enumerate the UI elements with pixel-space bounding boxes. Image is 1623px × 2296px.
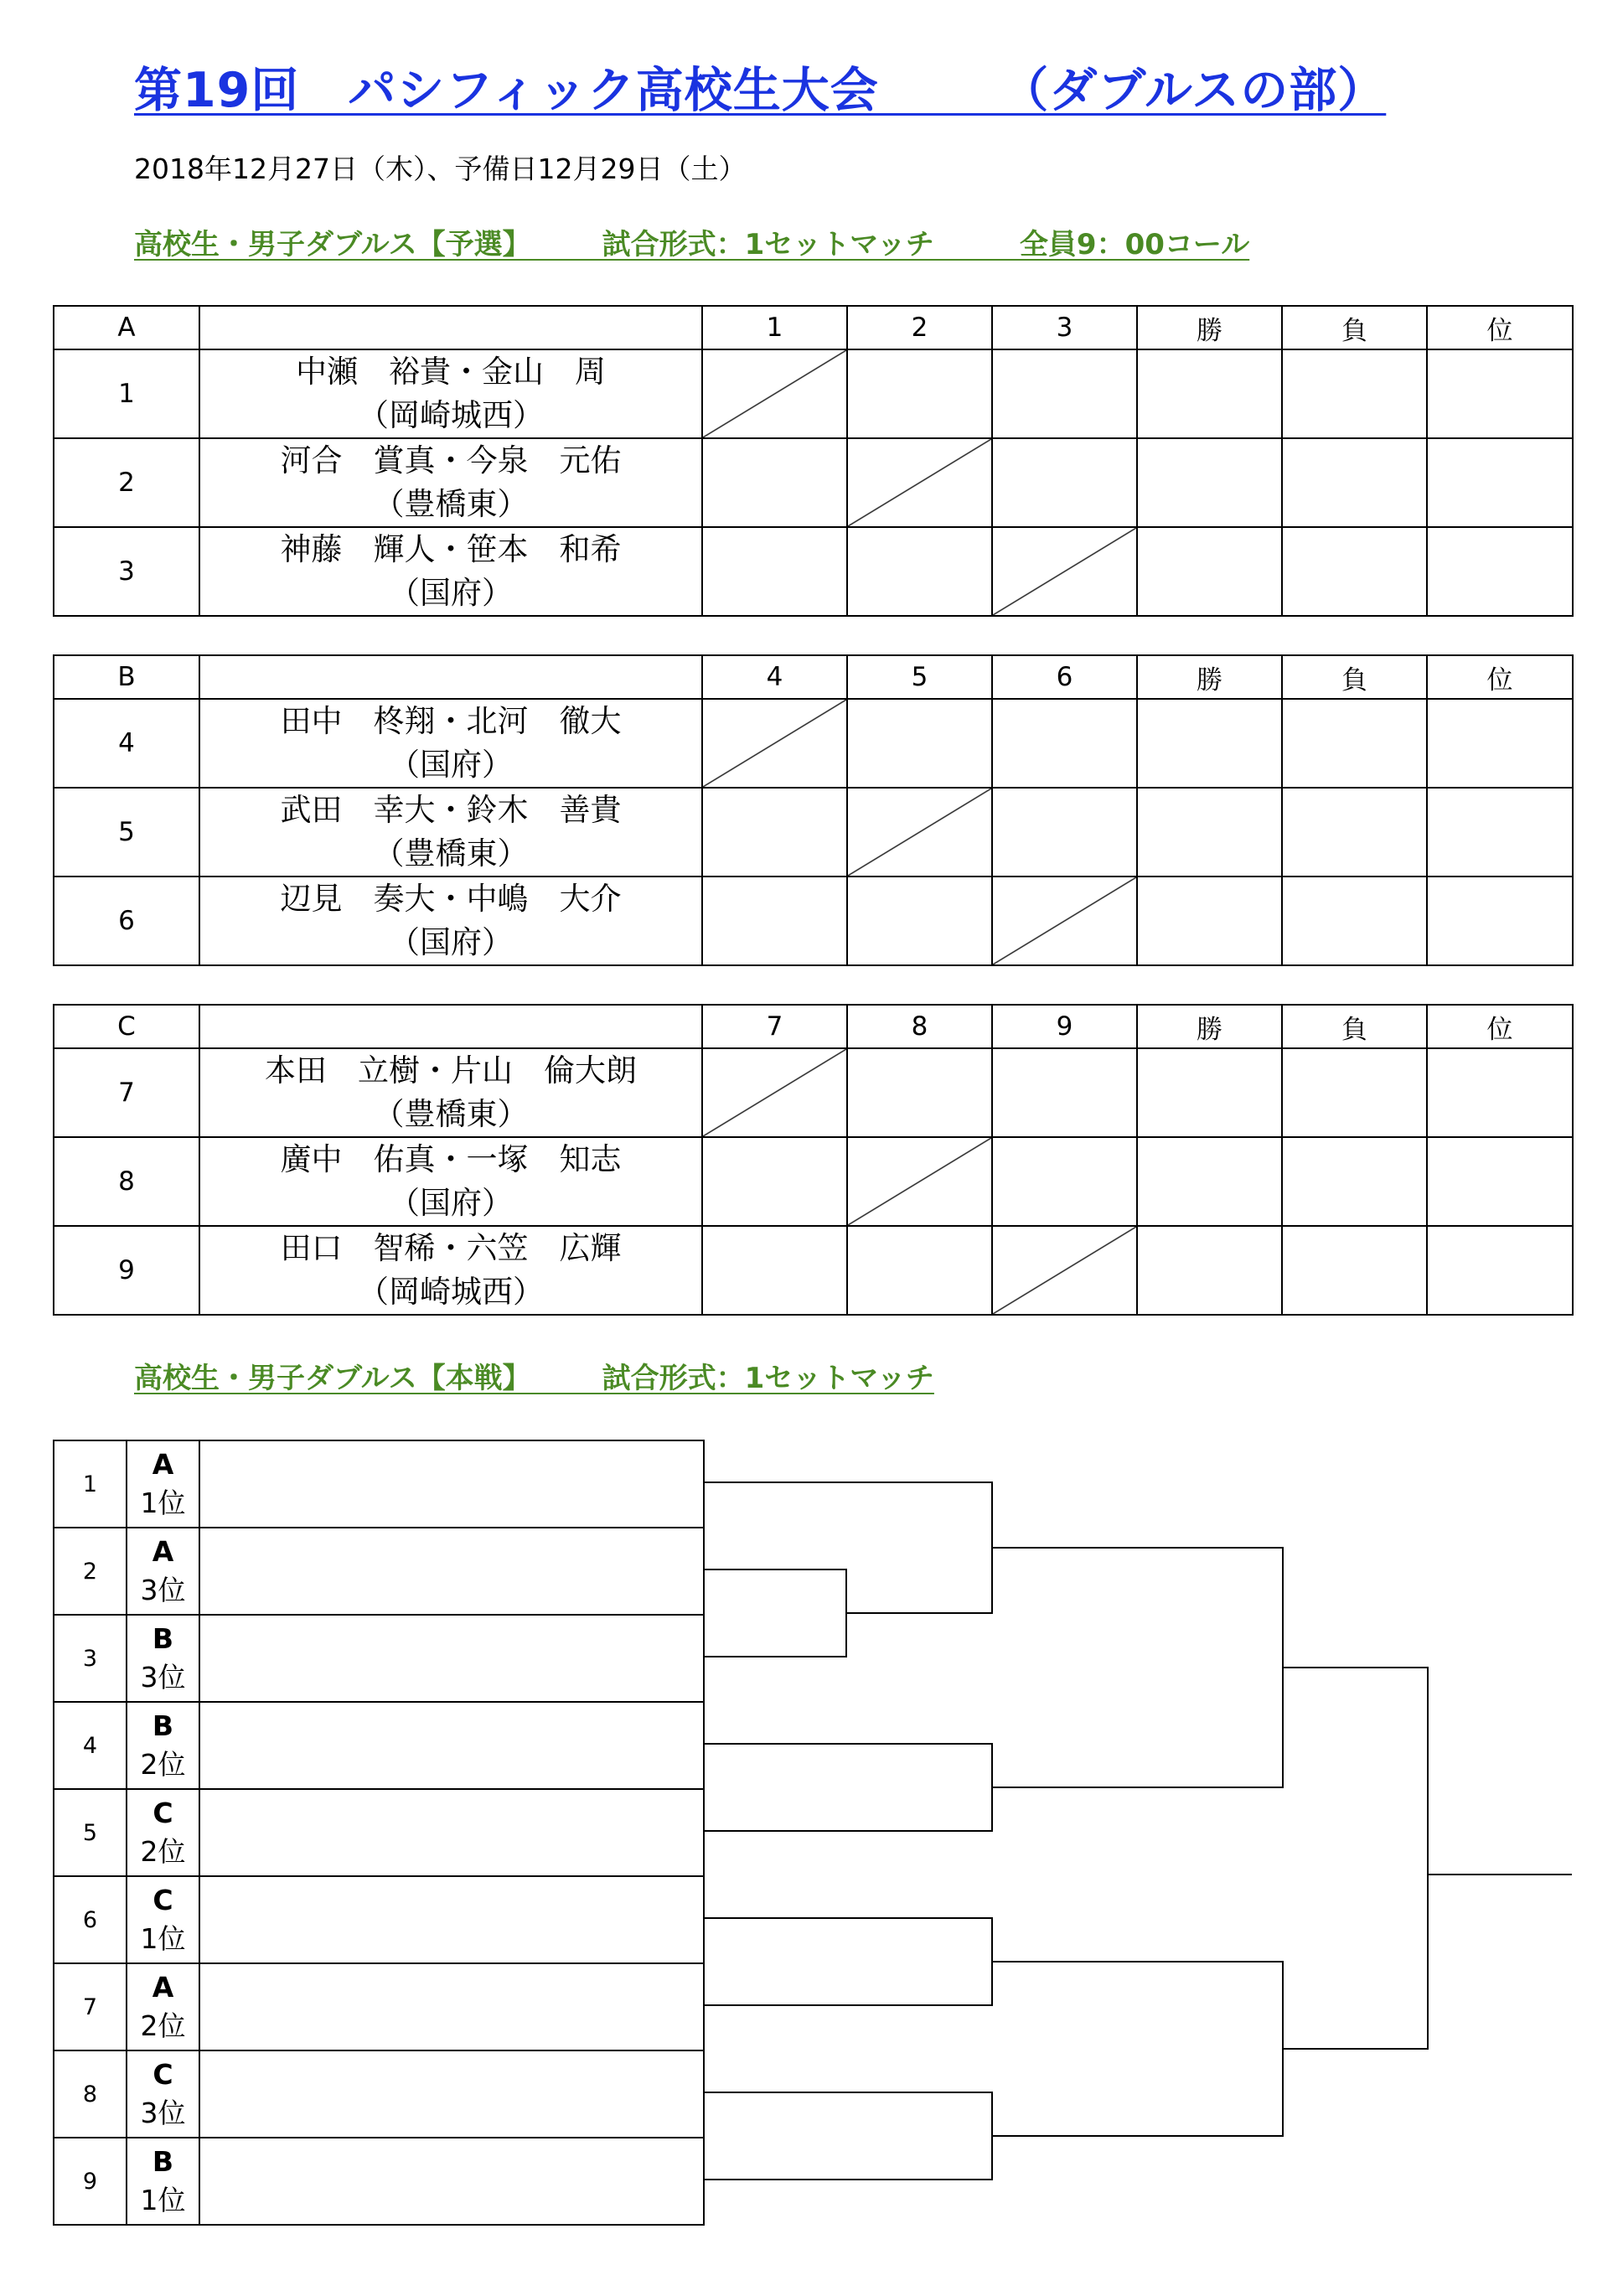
draw-rank: 2位 — [140, 2009, 186, 2042]
player-names: 武田 幸大・鈴木 善貴 — [280, 792, 622, 828]
rank-header: 位 — [1427, 306, 1573, 349]
draw-group: C — [152, 1797, 173, 1829]
page-title: 第19回 パシフィック高校生大会 （ダブルスの部） — [134, 63, 1387, 118]
draw-number: 9 — [54, 2138, 127, 2225]
loss-header: 負 — [1282, 306, 1427, 349]
player-names: 神藤 輝人・笹本 和希 — [280, 531, 622, 567]
bracket-line — [1283, 1668, 1428, 2049]
draw-group: C — [152, 1884, 173, 1916]
main-heading: 高校生・男子ダブルス【本戦】 試合形式：1セットマッチ — [134, 1362, 934, 1395]
player-number: 9 — [54, 1226, 199, 1315]
draw-rank: 1位 — [140, 1487, 186, 1519]
match-col-header: 5 — [847, 655, 992, 699]
player-school: （岡崎城西） — [358, 397, 544, 433]
group-label: C — [54, 1005, 199, 1048]
match-col-header: 8 — [847, 1005, 992, 1048]
draw-number: 5 — [54, 1789, 127, 1876]
bracket-line — [703, 1482, 992, 1613]
player-number: 2 — [54, 438, 199, 527]
loss-header: 負 — [1282, 1005, 1427, 1048]
player-names: 田口 智稀・六笠 広輝 — [280, 1230, 622, 1266]
draw-rank: 3位 — [140, 1574, 186, 1606]
bracket-line — [703, 1569, 846, 1657]
match-col-header: 7 — [702, 1005, 847, 1048]
player-school: （豊橋東） — [373, 1096, 529, 1132]
player-school: （豊橋東） — [373, 486, 529, 522]
match-col-header: 2 — [847, 306, 992, 349]
rank-header: 位 — [1427, 655, 1573, 699]
player-school: （岡崎城西） — [358, 1274, 544, 1310]
draw-number: 8 — [54, 2050, 127, 2138]
draw-number: 6 — [54, 1876, 127, 1963]
match-col-header: 9 — [992, 1005, 1137, 1048]
draw-rank: 1位 — [140, 1922, 186, 1955]
player-number: 1 — [54, 349, 199, 438]
win-header: 勝 — [1137, 306, 1282, 349]
player-school: （国府） — [389, 575, 513, 611]
player-names: 河合 賞真・今泉 元佑 — [280, 442, 622, 478]
match-col-header: 3 — [992, 306, 1137, 349]
bracket-line — [703, 2092, 992, 2180]
bracket-line — [703, 1918, 992, 2005]
group-label: B — [54, 655, 199, 699]
match-col-header: 1 — [702, 306, 847, 349]
draw-rank: 2位 — [140, 1748, 186, 1781]
player-number: 7 — [54, 1048, 199, 1137]
player-number: 6 — [54, 877, 199, 965]
draw-number: 3 — [54, 1615, 127, 1702]
player-school: （豊橋東） — [373, 835, 529, 871]
player-number: 3 — [54, 527, 199, 616]
group-label: A — [54, 306, 199, 349]
player-names: 本田 立樹・片山 倫大朗 — [265, 1052, 637, 1089]
win-header: 勝 — [1137, 655, 1282, 699]
match-col-header: 6 — [992, 655, 1137, 699]
match-col-header: 4 — [702, 655, 847, 699]
player-number: 5 — [54, 788, 199, 877]
player-names: 田中 柊翔・北河 徹大 — [280, 703, 622, 739]
draw-group: A — [152, 1971, 174, 2004]
player-names: 廣中 佑真・一塚 知志 — [280, 1141, 622, 1177]
bracket-line — [703, 1744, 992, 1831]
event-date: 2018年12月27日（木）、予備日12月29日（土） — [134, 153, 747, 185]
win-header: 勝 — [1137, 1005, 1282, 1048]
draw-group: B — [152, 1709, 174, 1742]
bracket-line — [992, 1962, 1283, 2136]
player-school: （国府） — [389, 747, 513, 783]
draw-group: C — [152, 2058, 173, 2091]
bracket-line — [992, 1548, 1283, 1787]
draw-number: 2 — [54, 1528, 127, 1615]
draw-group: A — [152, 1535, 174, 1568]
draw-rank: 2位 — [140, 1835, 186, 1868]
player-school: （国府） — [389, 1185, 513, 1221]
loss-header: 負 — [1282, 655, 1427, 699]
draw-group: A — [152, 1448, 174, 1481]
player-school: （国府） — [389, 924, 513, 960]
prelim-heading: 高校生・男子ダブルス【予選】 試合形式：1セットマッチ 全員9：00コール — [134, 228, 1250, 261]
draw-rank: 1位 — [140, 2184, 186, 2216]
draw-group: B — [152, 2145, 174, 2178]
rank-header: 位 — [1427, 1005, 1573, 1048]
player-number: 4 — [54, 699, 199, 788]
player-number: 8 — [54, 1137, 199, 1226]
draw-number: 7 — [54, 1963, 127, 2050]
draw-rank: 3位 — [140, 1661, 186, 1694]
draw-number: 1 — [54, 1440, 127, 1528]
player-names: 中瀬 裕貴・金山 周 — [296, 354, 606, 390]
draw-rank: 3位 — [140, 2097, 186, 2129]
draw-group: B — [152, 1622, 174, 1655]
draw-number: 4 — [54, 1702, 127, 1789]
player-names: 辺見 奏大・中嶋 大介 — [280, 881, 622, 917]
